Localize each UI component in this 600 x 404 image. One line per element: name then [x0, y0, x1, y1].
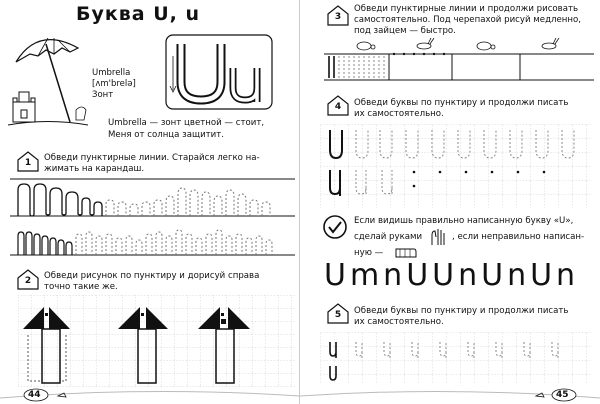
task-2-tracing-grid	[18, 295, 296, 387]
page-number: 44	[28, 390, 41, 400]
checkmark-circle-icon	[322, 214, 348, 240]
task-4-tracing-grid	[320, 124, 592, 208]
task-1-badge	[16, 150, 40, 172]
task-3-badge	[326, 4, 350, 26]
letters-row-text: UmnUUnUnUn	[324, 258, 580, 293]
hare-icon	[417, 38, 434, 49]
task-number: 5	[334, 310, 342, 320]
task-2-text-line-1: Обведи рисунок по пунктиру и дорисуй справа	[44, 271, 260, 281]
task-4-badge	[326, 94, 350, 116]
task-1-text-line-2: жимать на карандаш.	[44, 164, 145, 174]
hands-up-icon	[428, 227, 450, 247]
poem-line-2: Меня от солнца защитит.	[108, 130, 225, 140]
turtle-icon	[477, 42, 495, 50]
task-5-text-line-2: их самостоятельно.	[354, 317, 444, 327]
task-3-tracing-lines	[324, 38, 594, 86]
task-number: 2	[24, 276, 32, 286]
page-number: 45	[556, 390, 569, 400]
task-3-text-line-1: Обведи пунктирные линии и продолжи рисовать	[354, 4, 579, 14]
umbrella-sandcastle-illustration	[8, 30, 88, 130]
page-footer-swoosh	[0, 386, 300, 404]
check-text-line-3: ную —	[354, 248, 384, 258]
task-number: 1	[24, 158, 32, 168]
task-5-text-line-1: Обведи буквы по пунктиру и продолжи писать	[354, 306, 569, 316]
word-transcription: [ʌm'brelə]	[92, 79, 136, 89]
word-translation: Зонт	[92, 90, 114, 100]
task-5-badge	[326, 302, 350, 324]
right-page	[300, 0, 600, 404]
task-1-text-line-1: Обведи пунктирные линии. Старайся легко на-	[44, 153, 260, 163]
page-footer-swoosh	[300, 386, 600, 404]
page-title: Буква U, u	[76, 3, 201, 25]
letter-u-card	[165, 34, 273, 110]
task-2-text-line-2: точно такие же.	[44, 282, 118, 292]
check-text-line-1: Если видишь правильно написанную букву «U»,	[354, 216, 574, 226]
letters-row	[324, 258, 594, 294]
hare-icon	[542, 38, 559, 49]
task-2-badge	[16, 268, 40, 290]
check-text-line-2b: , если неправильно написан-	[452, 232, 585, 242]
task-3-text-line-3: под зайцем — быстро.	[354, 26, 456, 36]
task-1-tracing-waves	[10, 178, 295, 260]
task-4-text-line-1: Обведи буквы по пунктиру и продолжи писать	[354, 98, 569, 108]
task-4-text-line-2: их самостоятельно.	[354, 109, 444, 119]
task-number: 3	[334, 12, 342, 22]
word-english: Umbrella	[92, 68, 131, 78]
turtle-icon	[357, 42, 375, 50]
task-number: 4	[334, 102, 342, 112]
poem-line-1: Umbrella — зонт цветной — стоит,	[108, 118, 265, 128]
task-3-text-line-2: самостоятельно. Под черепахой рисуй медленно,	[354, 15, 582, 25]
check-text-line-2a: сделай руками	[354, 232, 423, 242]
task-5-tracing-grid	[320, 332, 592, 384]
